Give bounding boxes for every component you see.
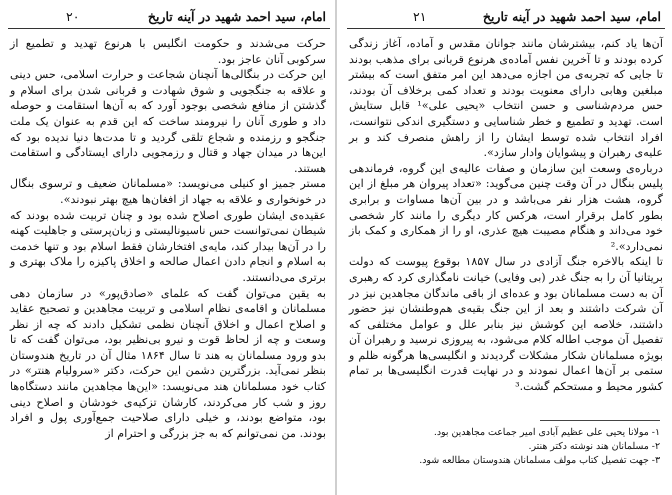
header-rule <box>347 28 665 29</box>
paragraph: تا اینکه بالاخره جنگ آزادی در سال ۱۸۵۷ بوقوع پیوست که دولت بریتانیا آن را به جنگ غدر (بی وفایی) خیانت نامگذاری کرد که رهبری آن به دست مسلمانان بود و عده‌ای از باقی ماندگان مجاهدین نیز در آن شرکت داشتند و بعد از این جنگ بقیه‌ی هم‌وطنشان نیز حضور داشتند، خلاصه این کوشش نیز بنابر علل و عوامل مختلفی که تفصیل آن موجب اطاله کلام می‌شود، به پیروزی نرسید و رهبران آن بویژه مسلمانان شکار مشکلات گردیدند و انگلیسی‌ها هرگونه ظلم و ستمی بر آن‌ها اعمال نمودند و در نهایت قدرت انگلیسی‌ها بر تمام کشور محیط و مستحکم گشت.³ <box>349 255 663 394</box>
page-body <box>349 36 663 395</box>
page-number: ۲۰ <box>66 9 80 24</box>
page-header <box>8 8 330 26</box>
footnote-rule <box>540 420 660 421</box>
page-header <box>347 8 665 26</box>
paragraph: حرکت می‌شدند و حکومت انگلیس با هرنوع تهدید و تطمیع از سرکوبی آنان عاجز بود. <box>10 37 326 66</box>
footnote: ۱- مولانا یحیی علی عظیم آبادی امیر جماعت مجاهدین بود. <box>433 427 660 438</box>
right-page <box>337 0 672 495</box>
footnote: ۳- جهت تفصیل کتاب مولف مسلمانان هندوستان مطالعه شود. <box>419 455 660 466</box>
footnotes <box>360 426 660 468</box>
paragraph: آن‌ها یاد کنم، بیشترشان مانند جوانان مقدس و آماده، آغاز زندگی کرده بودند و تا آخرین نفس آماده‌ی هرنوع قربانی برای مذهب بودند تا جایی که تجربه‌ی من اجازه می‌دهد این امر متفق است که بیشتر مبلغین وهابی دارای معنویت بودند و تعداد کمی برخلاف آن بودند، حس مردم‌شناسی و حسن انتخاب «یحیی علی»¹ قابل ستایش است. تهدید و تطمیع و خطر شناسایی و دستگیری اندکی نتوانست، افراد انتخاب شده توسط ایشان را از راهش منصرف کند و بر علیه‌ی رهبران و پیشوایان وادار سازد». <box>349 37 664 160</box>
paragraph: درباره‌ی وسعت این سازمان و صفات عالیه‌ی این گروه، فرماندهی پلیس بنگال در آن وقت چنین می‌گوید: «تعداد پیروان هر مبلغ از این گروه، هشت هزار نفر می‌باشد و در بین آن‌ها مساوات و برابری بطور کامل برقرار است، هرکس کار دیگری را مانند کار شخصی خود می‌داند و هنگام مصیبت هیچ عذری، او را از همکاری و کمک باز نمی‌دارد».² <box>349 161 663 253</box>
paragraph: مستر جمیز او کنیلی می‌نویسد: «مسلمانان ضعیف و ترسوی بنگال در خونخواری و علاقه به جهاد از افغان‌ها هیچ بهتر نبودند». <box>10 177 326 206</box>
paragraph: به یقین می‌توان گفت که علمای «صادق‌پور» در سازمان دهی مسلمانان و اقامه‌ی نظام اسلامی و تربیت مجاهدین و تصحیح عقاید و اصلاح اعمال و اخلاق آنچنان نظمی تشکیل دادند که چه از نظر وسعت و چه از لحاظ قوت و نیرو بی‌نظیر بود، می‌توان گفت که تا بدو ورود مسلمانان به هند تا سال ۱۸۶۴ مثال آن در تاریخ هندوستان بنظر نمی‌آید. بزرگترین دشمن این حرکت، دکتر «سرولیام هنتر» در کتاب خود مسلمانان هند می‌نویسد: «این‌ها مجاهدین مانند دستگاه‌ها روز و شب کار می‌کردند، کارشان تزکیه‌ی خودشان و اصلاح دینی بود، متواضع بودند، و خیلی دارای صلاحیت جمع‌آوری پول و افراد بودند. من نمی‌توانم که به جز بزرگی و احترام از <box>10 286 326 440</box>
page-body <box>10 36 326 441</box>
running-title: امام، سید احمد شهید در آینه تاریخ <box>482 9 661 24</box>
page-number: ۲۱ <box>413 9 427 24</box>
running-title: امام، سید احمد شهید در آینه تاریخ <box>147 9 326 24</box>
header-rule <box>8 28 330 29</box>
paragraph: این حرکت در بنگالی‌ها آنچنان شجاعت و حرارت اسلامی، حس دینی و علاقه به جنگجویی و شوق شهادت و قربانی شدن برای اسلام و گذشتن از منافع شخصی بوجود آورد که به آن‌ها استقامت و حوصله داد و طوری آنان را نیرومند ساخت که این قدم به عنوان یک ملت جنگجو و رزمنده و شجاع تلقی گردید و تا مدت‌ها دنیا ندیده بود که این‌ها در میدان جهاد و قتال و رزمجویی دارای ایستادگی و استقامت هستند. <box>10 68 326 175</box>
footnote: ۲- مسلمانان هند نوشته دکتر هنتر. <box>528 441 660 452</box>
paragraph: عقیده‌ی ایشان طوری اصلاح شده بود و چنان تربیت شده بودند که شیطان نمی‌توانست حس ناسیونالیستی و زبان‌پرستی و جاهلیت کهنه را در آن‌ها بیدار کند، مایه‌ی افتخارشان فقط اسلام بود و تنها خدمت به اسلام و انجام دادن اعمال صالحه و اخلاق پاکیزه را ملاک بهتری و برتری می‌دانستند. <box>10 208 326 284</box>
